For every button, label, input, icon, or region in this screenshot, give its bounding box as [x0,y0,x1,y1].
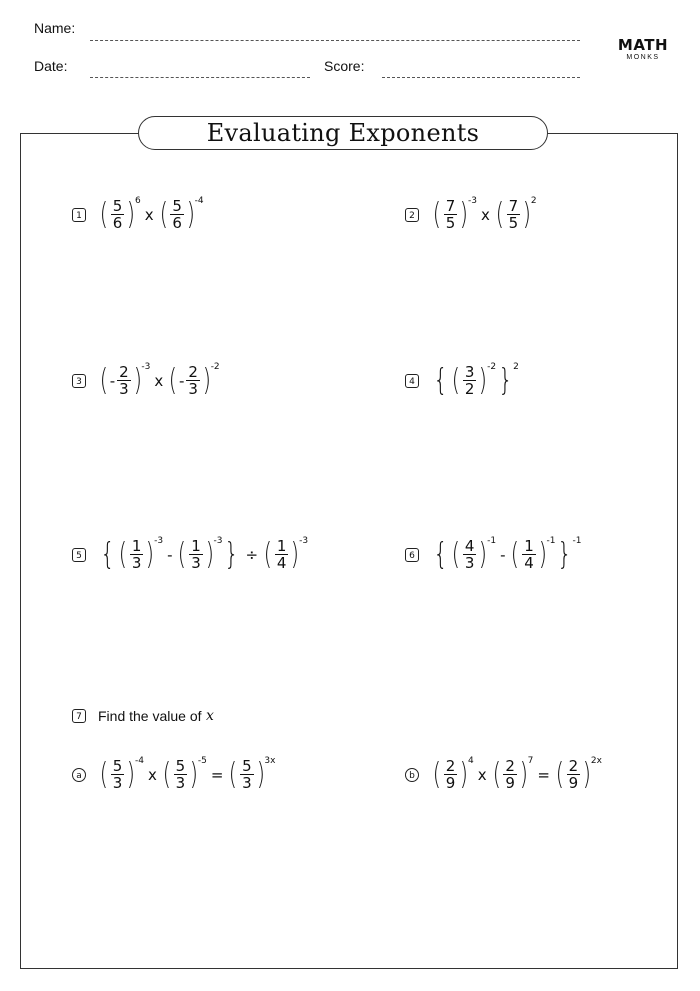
power-term [431,758,474,792]
fraction [170,198,184,232]
left-paren: ( [511,537,520,572]
right-paren: ) [522,197,532,232]
exponent: -3 [299,536,309,546]
operator: = [537,766,550,784]
power-term [98,198,141,232]
denominator: 9 [568,774,579,792]
subproblem-label: a [72,768,86,782]
left-paren: ( [492,757,501,792]
denominator: 9 [505,774,515,792]
problem-expression [98,198,204,232]
denominator: 3 [242,774,252,792]
power-term [262,538,308,572]
denominator: 9 [445,774,456,792]
operator: x [480,206,490,224]
problem-number: 5 [72,548,86,562]
math-expression [98,758,275,792]
denominator: 2 [464,380,475,398]
power-term [431,198,477,232]
power-term [509,538,555,572]
fraction [567,758,581,792]
problem-expression [431,364,519,398]
power-term [494,198,537,232]
problem-expression [431,198,537,232]
power-term [554,758,602,792]
exponent: -5 [197,756,207,766]
denominator: 4 [276,554,287,572]
find-instruction: Find the value of [98,708,202,724]
fraction [186,364,200,398]
right-paren: ) [127,197,136,232]
denominator: 3 [112,774,123,792]
denominator: 6 [112,214,123,232]
numerator: 5 [175,757,186,775]
exponent: -4 [134,756,144,766]
right-paren: ) [146,537,155,572]
numerator: 7 [445,197,456,215]
denominator: 3 [131,554,142,572]
power-term [158,198,204,232]
numerator: 2 [188,363,198,381]
left-paren: ( [162,757,171,792]
power-term [98,364,150,398]
exponent: -3 [213,536,223,546]
power-term [161,758,207,792]
left-paren: ( [432,197,441,232]
right-paren: ) [582,757,592,792]
operator: x [147,766,157,784]
fraction [275,538,289,572]
problem-7 [72,708,214,724]
problem-expression [98,364,220,398]
right-paren: ) [479,537,488,572]
left-paren: ( [99,197,108,232]
power-term [117,538,163,572]
fraction [130,538,144,572]
left-brace: { [433,363,448,398]
problem-number: 4 [405,374,419,388]
left-paren: ( [99,757,108,792]
numerator: 4 [464,537,475,555]
left-paren: ( [263,537,273,572]
fraction [189,538,203,572]
fraction [503,758,517,792]
numerator: 2 [568,757,579,775]
right-paren: ) [202,363,211,398]
logo-subtext: MONKS [626,54,660,61]
numerator: 1 [131,537,142,555]
power-term [98,758,144,792]
fraction [174,758,188,792]
problem-6 [405,538,582,572]
denominator: 4 [524,554,534,572]
fraction [463,538,477,572]
exponent: -3 [154,536,164,546]
left-paren: ( [118,537,128,572]
math-expression [98,198,204,232]
logo-text: MATH [617,36,669,54]
left-paren: ( [555,757,564,792]
title-banner [138,116,548,150]
right-paren: ) [479,363,488,398]
left-paren: ( [178,537,187,572]
worksheet-title: Evaluating Exponents [206,119,480,147]
operator: - [500,546,506,564]
exponent: -4 [194,196,204,206]
subproblem-label: b [405,768,419,782]
problem-number: 6 [405,548,419,562]
operator: x [144,206,154,224]
right-paren: ) [460,197,469,232]
right-brace: } [224,537,240,572]
problem-expression [431,758,602,792]
left-brace: { [100,537,115,572]
numerator: 3 [464,363,475,381]
problem-expression [98,538,308,572]
operator: - [167,546,173,564]
problem-4 [405,364,519,398]
exponent: 7 [527,756,534,766]
problem-2 [405,198,537,232]
numerator: 2 [505,757,515,775]
exponent: 4 [467,756,474,766]
right-brace: } [498,363,513,398]
right-paren: ) [460,757,469,792]
denominator: 5 [445,214,456,232]
name-line[interactable] [90,40,580,41]
exponent: 2 [530,196,537,206]
denominator: 6 [172,214,182,232]
left-paren: ( [451,537,461,572]
numerator: 5 [172,197,182,215]
fraction [463,364,477,398]
power-term [450,364,496,398]
fraction [111,198,125,232]
problem-expression [98,758,275,792]
negative-sign: - [179,372,185,390]
operator: x [477,766,487,784]
exponent: -1 [572,536,582,546]
exponent: -1 [487,536,497,546]
left-paren: ( [99,363,108,398]
right-brace: } [557,537,573,572]
exponent: -2 [210,362,220,372]
right-paren: ) [127,757,136,792]
left-paren: ( [159,197,168,232]
find-variable: x [205,708,214,724]
exponent: 3x [264,756,276,766]
problem-1 [72,198,204,232]
problem-number: 7 [72,709,86,723]
right-paren: ) [133,363,142,398]
math-expression [431,758,602,792]
fraction [444,758,458,792]
numerator: 1 [191,537,201,555]
operator: ÷ [245,546,259,564]
numerator: 2 [445,757,456,775]
denominator: 5 [508,214,519,232]
subproblem-b [405,758,602,792]
operator: x [154,372,164,390]
date-label: Date: [34,58,68,74]
exponent: -2 [487,362,497,372]
fraction [522,538,536,572]
denominator: 3 [175,774,186,792]
numerator: 2 [119,363,129,381]
numerator: 5 [112,757,123,775]
subproblem-a [72,758,275,792]
numerator: 1 [276,537,287,555]
right-paren: ) [205,537,214,572]
left-paren: ( [169,363,178,398]
power-term [491,758,534,792]
denominator: 3 [188,380,198,398]
exponent: -3 [141,362,151,372]
fraction [111,758,125,792]
date-line[interactable] [90,77,310,78]
numerator: 7 [508,197,519,215]
denominator: 3 [119,380,129,398]
exponent: -1 [546,536,556,546]
denominator: 3 [191,554,201,572]
name-label: Name: [34,20,76,36]
score-line[interactable] [382,77,580,78]
denominator: 3 [464,554,475,572]
power-term [167,364,219,398]
numerator: 5 [112,197,123,215]
exponent: 2 [513,362,519,372]
fraction [507,198,521,232]
fraction [444,198,458,232]
problem-expression [431,538,582,572]
score-label: Score: [324,58,365,74]
exponent: 6 [134,196,141,206]
left-paren: ( [229,757,238,792]
problem-3 [72,364,220,398]
right-paren: ) [291,537,300,572]
problem-number: 1 [72,208,86,222]
numerator: 5 [242,757,252,775]
math-expression [98,364,220,398]
negative-sign: - [109,372,116,390]
left-paren: ( [451,363,461,398]
math-expression [98,538,308,572]
problem-5 [72,538,308,572]
left-paren: ( [432,757,441,792]
math-monks-logo [612,38,674,62]
math-expression [431,198,537,232]
numerator: 1 [524,537,534,555]
math-expression [431,538,582,572]
right-paren: ) [519,757,528,792]
problem-number: 2 [405,208,419,222]
right-paren: ) [186,197,195,232]
math-expression [431,364,519,398]
right-paren: ) [189,757,199,792]
left-paren: ( [495,197,504,232]
left-brace: { [433,537,448,572]
right-paren: ) [256,757,265,792]
power-term [176,538,222,572]
power-term [450,538,496,572]
operator: = [210,766,224,784]
right-paren: ) [538,537,547,572]
exponent: -3 [467,196,477,206]
exponent: 2x [590,756,602,766]
fraction [117,364,131,398]
power-term [227,758,275,792]
fraction [240,758,254,792]
problem-number: 3 [72,374,86,388]
